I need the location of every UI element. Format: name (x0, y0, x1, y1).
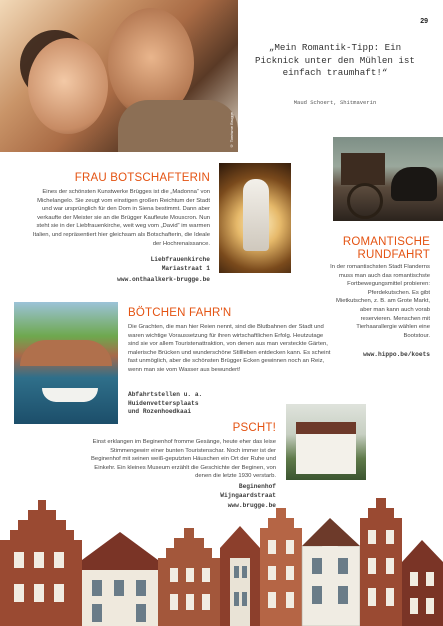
gabled-house (158, 528, 220, 626)
address-frau: Liebfrauenkirche Mariastraat 1 (150, 256, 210, 272)
quote-author: Maud Schoert, Shitmaverin (293, 99, 377, 106)
section-body-pscht: Einst erklangen im Beginenhof fromme Gesänge, heute eher das leise Stimmengewirr einer bunten Touristenschar. Noch immer ist der Beginenhof mit seinen weiß-geputzten Häuschen ein Ort der Ruhe und Einkehr. Ein kleines Museum erzählt die Geschichte der Beginen, von denen die letzte 1930 verstarb. (90, 439, 276, 480)
photo-detail (28, 38, 108, 134)
section-body-boetchen: Die Grachten, die man hier Reien nennt, sind die Blutbahnen der Stadt und waren wichtige Voraussetzung für ihren wirtschaftlichen Erfolg. Heutzutage sind sie vor allem Touristenattraktion, von denen aus man versteckte Gärten, malerische Brücken und wunderschöne Stillleben entdecken kann. Es scheint fast unmöglich, aber die schönsten Brügger Ecken gewinnen noch an Reiz, wenn man sie vom Wasser aus bewundert! (128, 324, 331, 373)
photo-detail (243, 179, 269, 251)
address-pscht: Beginenhof Wijngaardstraat (220, 483, 276, 499)
gabled-house (360, 498, 402, 626)
address-boetchen: Abfahrtstellen u. a. Huidenvettersplaats und Rozenhoedkaai (128, 391, 203, 416)
photo-detail (42, 388, 98, 402)
beguinage-photo (286, 404, 366, 480)
photo-detail (391, 167, 437, 201)
section-title-pscht: PSCHT! (232, 422, 276, 434)
canal-boat-photo (14, 302, 118, 424)
link-rundfahrt[interactable]: www.hippo.be/koets (363, 351, 430, 358)
section-body-rundfahrt: In der romantischsten Stadt Flanderns muss man auch das romantischste Fortbewegungsmittel probieren: Pferdekutschen. Es gibt Mietkutschen, z. B. am Grote Markt, aber man kann auch vorab reservieren. Menschen mit Tierhaarallergie wählen eine Bootstour. (330, 264, 430, 339)
section-title-frau: FRAU BOTSCHAFTERIN (74, 172, 210, 184)
horse-carriage-photo (333, 137, 443, 221)
photo-detail (341, 153, 385, 185)
photo-detail (20, 340, 112, 366)
madonna-photo (219, 163, 291, 273)
gabled-house (302, 518, 360, 626)
photo-detail (118, 100, 238, 152)
photo-credit: © Toerisme Brugge (229, 112, 234, 149)
link-pscht[interactable]: www.brugge.be (227, 502, 276, 509)
page-number: 29 (420, 18, 428, 25)
photo-detail (296, 422, 356, 474)
gabled-house (0, 500, 82, 626)
photo-detail (347, 183, 383, 219)
gabled-house (260, 508, 302, 626)
pull-quote: „Mein Romantik-Tipp: Ein Picknick unter den Mühlen ist einfach traumhaft!“ (255, 42, 415, 78)
gabled-house (220, 526, 260, 626)
gabled-house (402, 540, 443, 626)
section-body-frau: Eines der schönsten Kunstwerke Brügges ist die „Madonna“ von Michelangelo. Sie zeugt vom einstigen großen Reichtum der Stadt und war ursprünglich für den Dom in Siena bestimmt. Dann aber verkaufte der Meister sie an die Brügger Kaufleute Mouscron. Nun steht sie in der Liebfrauenkirche, weit weg vom „David“ im warmen Italien, und repräsentiert hier gleichsam als Botschafterin, die Ideale der Hochrenaissance. (32, 189, 210, 247)
skyline-illustration (0, 488, 443, 626)
gabled-house (82, 532, 158, 626)
section-title-boetchen: BÖTCHEN FAHR'N (128, 307, 232, 319)
couple-photo (0, 0, 238, 152)
link-frau[interactable]: www.onthaalkerk-brugge.be (117, 276, 210, 283)
section-title-rundfahrt: ROMANTISCHE RUNDFAHRT (342, 236, 430, 261)
